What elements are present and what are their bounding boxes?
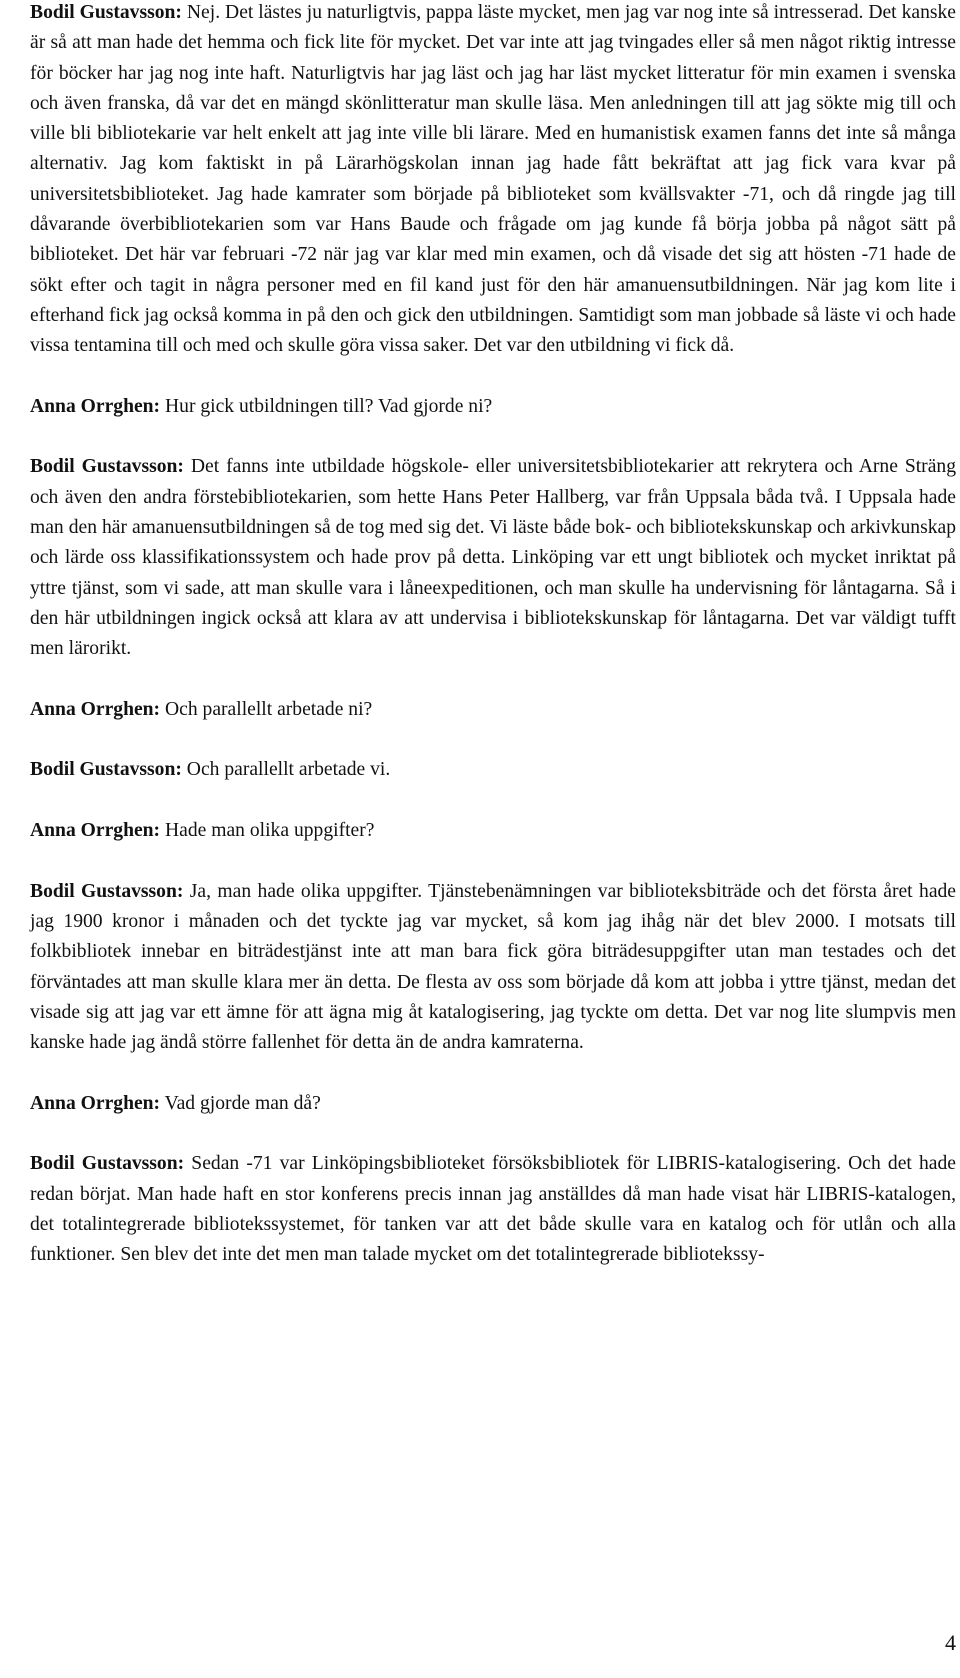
speaker-name: Anna Orrghen: (30, 698, 161, 720)
dialogue-paragraph (30, 816, 956, 846)
document-page (30, 0, 956, 1678)
speech-text: Ja, man hade olika uppgifter. Tjänstebenämningen var biblioteksbiträde och det första året hade jag 1900 kronor i månaden och det tyckte jag var mycket, så kom jag ihåg när det blev 2000. I motsats till folkbibliotek innebar en biträdestjänst inte att man bara fick göra biträdesuppgifter utan man testades och det förväntades att man skulle klara mer än detta. De flesta av oss som började då kom att jobba i yttre tjänst, medan det visade sig att jag var ett ämne för att ägna mig åt katalogisering, jag tyckte om detta. Det var nog lite slumpvis men kanske hade jag ändå större fallenhet för detta än de andra kamraterna. (30, 880, 957, 1054)
speech-text: Nej. Det lästes ju naturligtvis, pappa läste mycket, men jag var nog inte så intresserad. Det kanske är så att man hade det hemma och fick lite för mycket. Det var inte att jag tvingades eller så men något riktig intresse för böcker har jag nog inte haft. Naturligtvis har jag läst och jag har läst mycket litteratur för min examen i svenska och även franska, då var det en mängd skönlitteratur man skulle läsa. Men anledningen till att jag sökte mig till och ville bli bibliotekarie var helt enkelt att jag inte ville bli lärare. Med en humanistisk examen fanns det inte så många alternativ. Jag kom faktiskt in på Lärarhögskolan innan jag hade fått bekräftat att jag fick vara kvar på universitetsbiblioteket. Jag hade kamrater som började på biblioteket som kvällsvakter -71, och då ringde jag till dåvarande överbibliotekarien som var Hans Baude och frågade om jag kunde få börja jobba på något sätt på biblioteket. Det här var februari -72 när jag var klar med min examen, och då visade det sig att hösten -71 hade de sökt efter och tagit in några personer med en fil kand just för den här amanuensutbildningen. När jag kom lite i efterhand fick jag också komma in på den och gick den utbildningen. Samtidigt som man jobbade så läste vi och hade vissa tentamina till och med och skulle göra vissa saker. Det var den utbildning vi fick då. (30, 2, 956, 357)
dialogue-paragraph (30, 1089, 956, 1119)
page-number: 4 (945, 1630, 956, 1655)
speech-text: Det fanns inte utbildade högskole- eller universitetsbibliotekarier att rekrytera och Arne Sträng och även den andra förstebibliotekarien, som hette Hans Peter Hallberg, var från Uppsala båda två. I Uppsala hade man den här amanuensutbildningen så de tog med sig det. Vi läste både bok- och bibliotekskunskap och arkivkunskap och lärde oss klassifikationssystem och hade prov på detta. Linköping var ett ungt bibliotek och mycket inriktat på yttre tjänst, som vi sade, att man skulle vara i låneexpeditionen, och man skulle ha undervisning för låntagarna. Så i den här utbildningen ingick också att klara av att undervisa i bibliotekskunskap för låntagarna. Det var väldigt tufft men lärorikt. (30, 456, 957, 660)
speech-text: Vad gjorde man då? (160, 1092, 321, 1114)
speech-text: Hur gick utbildningen till? Vad gjorde ni? (160, 395, 493, 417)
speech-text: Och parallellt arbetade ni? (160, 698, 373, 720)
speech-text: Hade man olika uppgifter? (160, 820, 375, 842)
speaker-name: Bodil Gustavsson: (30, 880, 184, 902)
dialogue-paragraph (30, 452, 956, 664)
speaker-name: Bodil Gustavsson: (30, 1153, 185, 1175)
dialogue-paragraph (30, 1149, 956, 1270)
dialogue-paragraph (30, 755, 956, 785)
speaker-name: Bodil Gustavsson: (30, 456, 184, 478)
speaker-name: Bodil Gustavsson: (30, 2, 182, 23)
speaker-name: Anna Orrghen: (30, 820, 161, 842)
dialogue-paragraph (30, 0, 956, 362)
dialogue-paragraph (30, 877, 956, 1059)
dialogue-paragraph (30, 695, 956, 725)
dialogue-paragraph (30, 392, 956, 422)
speaker-name: Bodil Gustavsson: (30, 759, 182, 781)
speaker-name: Anna Orrghen: (30, 1092, 161, 1114)
speech-text: Sedan -71 var Linköpingsbiblioteket försöksbibliotek för LIBRIS-katalogisering. Och det hade redan börjat. Man hade haft en stor konferens precis innan jag anställdes då man hade visat här LIBRIS-katalogen, det totalintegrerade bibliotekssystemet, för tanken var att det både skulle vara en katalog och för utlån och alla funktioner. Sen blev det inte det men man talade mycket om det totalintegrerade bibliotekssy- (30, 1153, 956, 1266)
speaker-name: Anna Orrghen: (30, 395, 161, 417)
speech-text: Och parallellt arbetade vi. (181, 759, 391, 781)
